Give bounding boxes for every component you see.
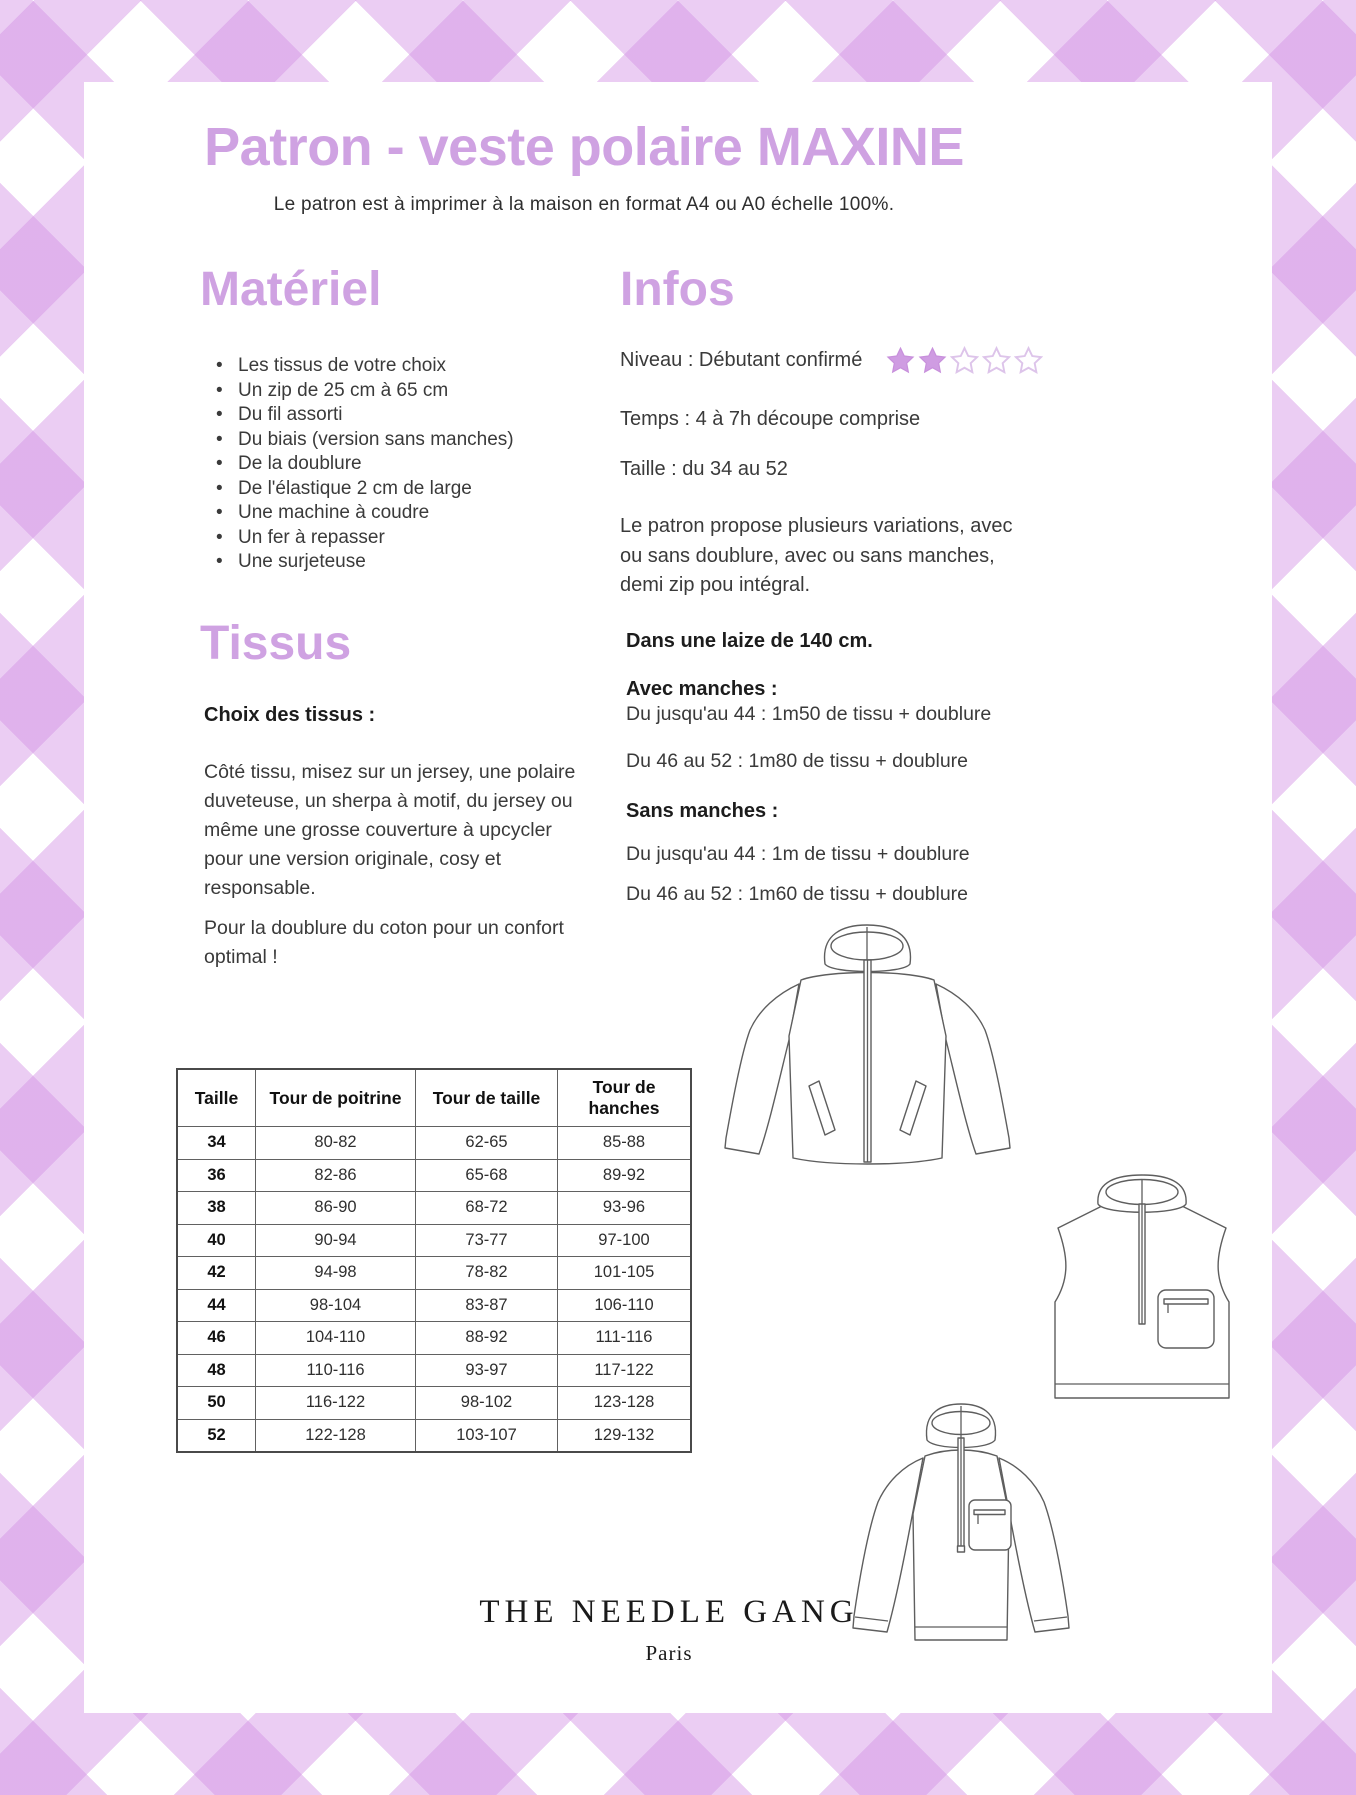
star-empty-icon (1014, 346, 1043, 375)
table-cell: 80-82 (256, 1127, 416, 1160)
size-table (176, 1068, 692, 1453)
table-row (177, 1127, 691, 1160)
table-cell: 123-128 (558, 1387, 692, 1420)
table-cell: 117-122 (558, 1354, 692, 1387)
table-cell: 73-77 (416, 1224, 558, 1257)
supply-line: Du 46 au 52 : 1m60 de tissu + doublure (626, 883, 969, 905)
size-cell: 40 (177, 1224, 256, 1257)
table-header-row (177, 1069, 691, 1127)
table-header-cell: Taille (177, 1069, 256, 1127)
table-cell: 65-68 (416, 1159, 558, 1192)
taille-line: Taille : du 34 au 52 (620, 458, 788, 480)
table-cell: 104-110 (256, 1322, 416, 1355)
list-item: • Les tissus de votre choix (204, 354, 514, 379)
table-header-cell: Tour de taille (416, 1069, 558, 1127)
choix-tissus-label: Choix des tissus : (204, 704, 376, 726)
table-cell: 98-102 (416, 1387, 558, 1420)
table-cell: 62-65 (416, 1127, 558, 1160)
table-row (177, 1354, 691, 1387)
table-cell: 86-90 (256, 1192, 416, 1225)
table-cell: 90-94 (256, 1224, 416, 1257)
table-cell: 116-122 (256, 1387, 416, 1420)
size-cell: 50 (177, 1387, 256, 1420)
table-cell: 98-104 (256, 1289, 416, 1322)
table-row (177, 1419, 691, 1452)
laize-label: Dans une laize de 140 cm. (626, 630, 873, 652)
table-row (177, 1224, 691, 1257)
table-cell: 85-88 (558, 1127, 692, 1160)
table-cell: 110-116 (256, 1354, 416, 1387)
list-item: • Du biais (version sans manches) (204, 428, 514, 453)
infos-heading: Infos (620, 263, 735, 316)
table-row (177, 1289, 691, 1322)
temps-line: Temps : 4 à 7h découpe comprise (620, 408, 921, 430)
table-row (177, 1257, 691, 1290)
table-cell: 101-105 (558, 1257, 692, 1290)
table-header-cell: Tour de hanches (558, 1069, 692, 1127)
list-item: • Une machine à coudre (204, 501, 514, 526)
table-cell: 88-92 (416, 1322, 558, 1355)
table-row (177, 1322, 691, 1355)
niveau-text: Niveau : Débutant confirmé (620, 349, 863, 371)
size-cell: 46 (177, 1322, 256, 1355)
tissus-paragraph: Côté tissu, misez sur un jersey, une polaire duveteuse, un sherpa à motif, du jersey ou même une grosse couverture à upcycler pour une version originale, cosy et responsable. (204, 761, 576, 899)
supply-line: Du 46 au 52 : 1m80 de tissu + doublure (626, 750, 969, 772)
table-row (177, 1387, 691, 1420)
niveau-line (620, 346, 1043, 375)
table-cell: 129-132 (558, 1419, 692, 1452)
star-filled-icon (886, 346, 915, 375)
tissus-note: Pour la doublure du coton pour un confort optimal ! (204, 917, 564, 968)
size-cell: 42 (177, 1257, 256, 1290)
brand-city: Paris (645, 1641, 693, 1665)
size-cell: 34 (177, 1127, 256, 1160)
list-item: • Un zip de 25 cm à 65 cm (204, 379, 514, 404)
size-table-body (177, 1127, 691, 1452)
supply-line: Du jusqu'au 44 : 1m50 de tissu + doublure (626, 703, 992, 725)
tissus-heading: Tissus (200, 617, 352, 670)
table-cell: 78-82 (416, 1257, 558, 1290)
size-cell: 44 (177, 1289, 256, 1322)
table-cell: 82-86 (256, 1159, 416, 1192)
page-content (84, 82, 1272, 1713)
size-cell: 38 (177, 1192, 256, 1225)
page-header (84, 116, 1084, 216)
list-item: • Un fer à repasser (204, 526, 514, 551)
page-subtitle: Le patron est à imprimer à la maison en format A4 ou A0 échelle 100%. (273, 194, 895, 215)
list-item: • Du fil assorti (204, 403, 514, 428)
table-cell: 122-128 (256, 1419, 416, 1452)
table-cell: 106-110 (558, 1289, 692, 1322)
table-cell: 93-97 (416, 1354, 558, 1387)
brand-block (369, 1594, 969, 1666)
supply-line: Du jusqu'au 44 : 1m de tissu + doublure (626, 843, 970, 865)
table-cell: 83-87 (416, 1289, 558, 1322)
size-table-header (177, 1069, 691, 1127)
table-cell: 93-96 (558, 1192, 692, 1225)
table-cell: 94-98 (256, 1257, 416, 1290)
materiel-list (204, 354, 514, 575)
table-cell: 97-100 (558, 1224, 692, 1257)
list-item: • Une surjeteuse (204, 550, 514, 575)
full-zip-jacket-illustration (695, 918, 1040, 1180)
size-cell: 36 (177, 1159, 256, 1192)
table-header-cell: Tour de poitrine (256, 1069, 416, 1127)
level-stars (886, 346, 1043, 375)
table-cell: 111-116 (558, 1322, 692, 1355)
sans-manches-label: Sans manches : (626, 800, 779, 822)
brand-logo: THE NEEDLE GANG (479, 1594, 859, 1630)
table-cell: 89-92 (558, 1159, 692, 1192)
star-empty-icon (950, 346, 979, 375)
size-cell: 48 (177, 1354, 256, 1387)
list-item: • De la doublure (204, 452, 514, 477)
table-row (177, 1159, 691, 1192)
table-row (177, 1192, 691, 1225)
page-title: Patron - veste polaire MAXINE (204, 117, 964, 177)
avec-manches-label: Avec manches : (626, 678, 778, 700)
table-cell: 103-107 (416, 1419, 558, 1452)
sleeveless-vest-illustration (1018, 1172, 1268, 1422)
materiel-heading: Matériel (200, 263, 382, 316)
size-cell: 52 (177, 1419, 256, 1452)
infos-description: Le patron propose plusieurs variations, avec ou sans doublure, avec ou sans manches, demi zip pou intégral. (620, 515, 1013, 596)
list-item: • De l'élastique 2 cm de large (204, 477, 514, 502)
star-empty-icon (982, 346, 1011, 375)
star-filled-icon (918, 346, 947, 375)
table-cell: 68-72 (416, 1192, 558, 1225)
